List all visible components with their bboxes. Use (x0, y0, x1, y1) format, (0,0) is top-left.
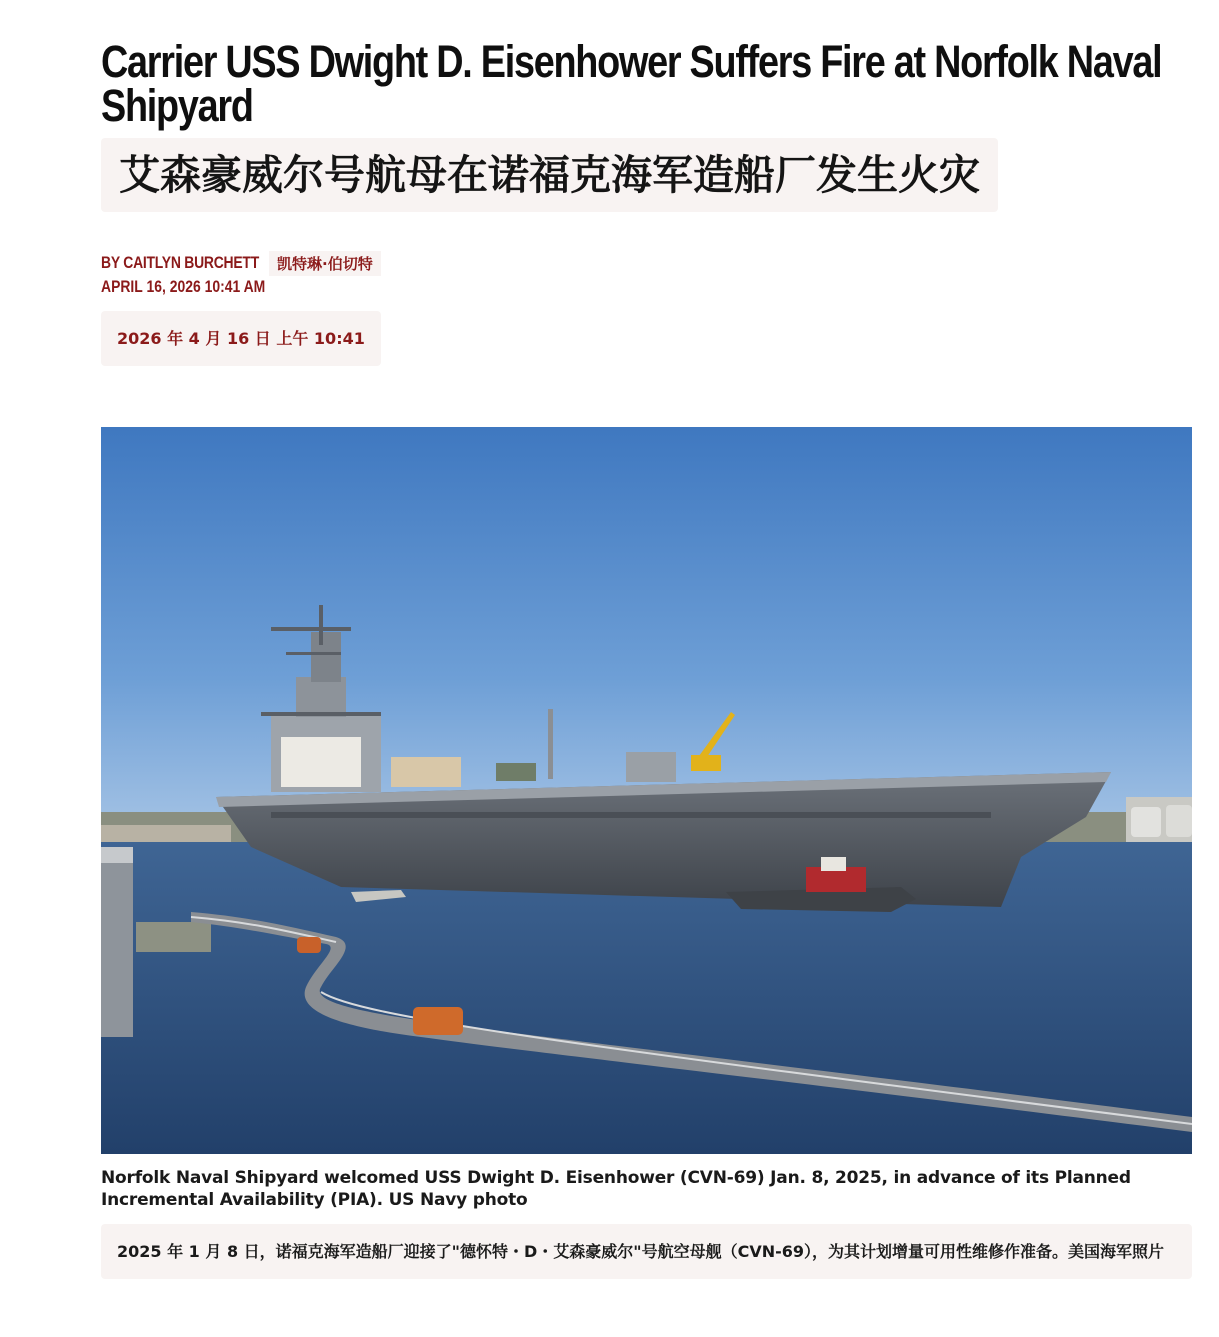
article (101, 0, 1192, 1261)
article-photo (101, 427, 1192, 1154)
article-headline-translation: 艾森豪威尔号航母在诺福克海军造船厂发生火灾 (101, 138, 998, 212)
author-name-translation: 凯特琳·伯切特 (269, 251, 381, 276)
photo-caption: Norfolk Naval Shipyard welcomed USS Dwight D. Eisenhower (CVN-69) Jan. 8, 2025, in advance of its Planned Incremental Availability (PIA). US Navy photo (101, 1168, 1131, 1210)
article-headline: Carrier USS Dwight D. Eisenhower Suffers Fire at Norfolk Naval Shipyard (101, 36, 1162, 131)
author-link[interactable]: BY CAITLYN BURCHETT (101, 253, 259, 272)
photo-caption-translation: 2025 年 1 月 8 日，诺福克海军造船厂迎接了"德怀特・D・艾森豪威尔"号航空母舰（CVN-69），为其计划增量可用性维修作准备。美国海军照片 (101, 1224, 1192, 1279)
publish-date-translation: 2026 年 4 月 16 日 上午 10:41 (101, 311, 381, 366)
publish-date: APRIL 16, 2026 10:41 AM (101, 277, 266, 296)
byline (101, 250, 381, 276)
aircraft-carrier-image (101, 427, 1192, 1154)
